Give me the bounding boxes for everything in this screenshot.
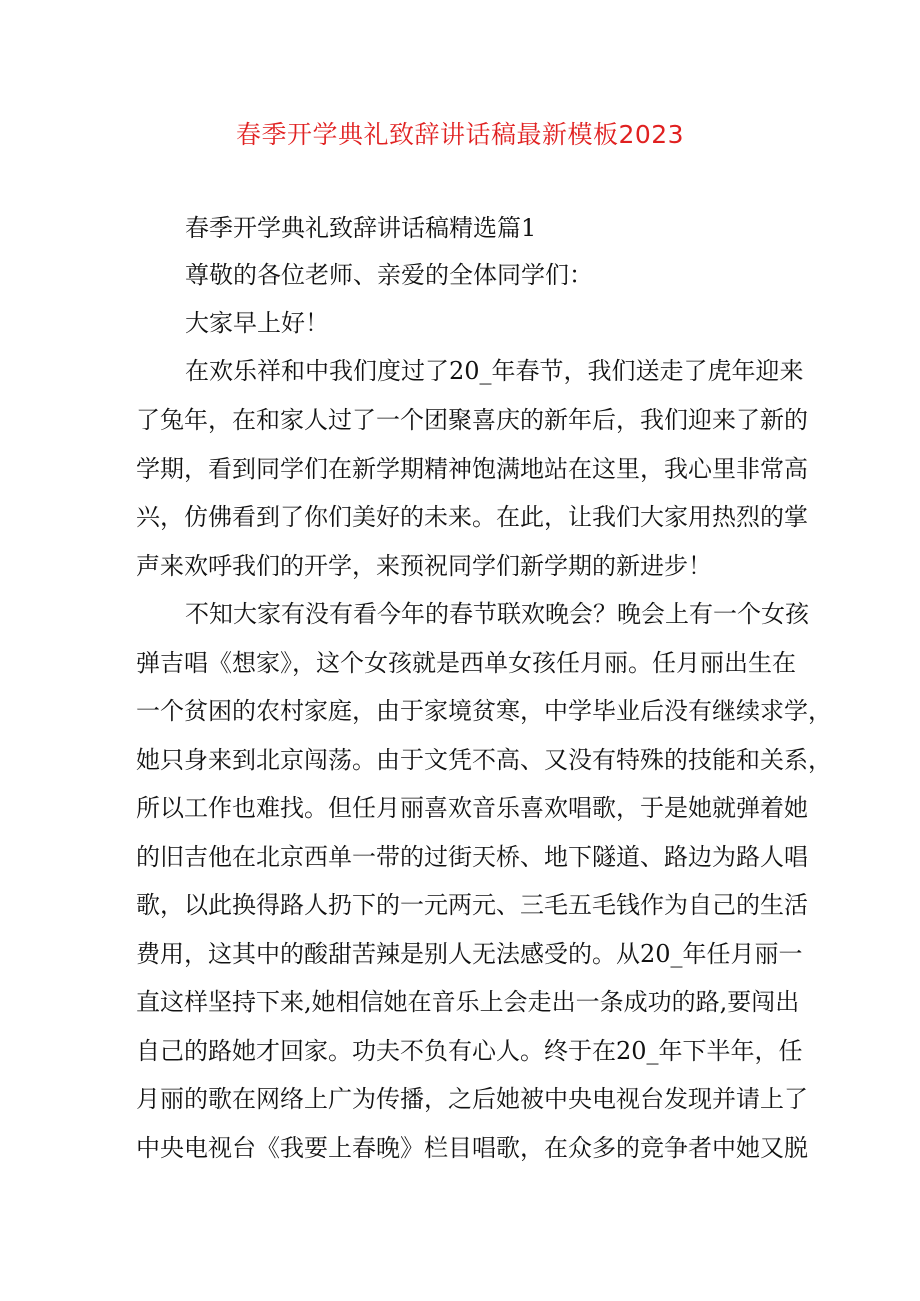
paragraph-2-line-2: 弹吉唱《想家》，这个女孩就是西单女孩任月丽。任月丽出生在 bbox=[136, 649, 796, 677]
paragraph-2-line-9: 直这样坚持下来,她相信她在音乐上会走出一条成功的路,要闯出 bbox=[136, 988, 800, 1016]
paragraph-2-line-10: 自己的路她才回家。功夫不负有心人。终于在20_年下半年，任 bbox=[136, 1037, 803, 1065]
paragraph-1-line-5: 声来欢呼我们的开学，来预祝同学们新学期的新进步！ bbox=[136, 552, 712, 580]
paragraph-2-line-1: 不知大家有没有看今年的春节联欢晚会？晚会上有一个女孩 bbox=[185, 600, 809, 628]
paragraph-2-line-6: 的旧吉他在北京西单一带的过街天桥、地下隧道、路边为路人唱 bbox=[136, 843, 808, 871]
paragraph-2-line-11: 月丽的歌在网络上广为传播，之后她被中央电视台发现并请上了 bbox=[136, 1085, 808, 1113]
section-heading: 春季开学典礼致辞讲话稿精选篇1 bbox=[185, 214, 537, 242]
paragraph-2-line-8: 费用，这其中的酸甜苦辣是别人无法感受的。从20_年任月丽一 bbox=[136, 940, 803, 968]
paragraph-1-line-1: 在欢乐祥和中我们度过了20_年春节，我们送走了虎年迎来 bbox=[185, 357, 804, 385]
paragraph-2-line-5: 所以工作也难找。但任月丽喜欢音乐喜欢唱歌，于是她就弹着她 bbox=[136, 794, 808, 822]
paragraph-2-line-4: 她只身来到北京闯荡。由于文凭不高、又没有特殊的技能和关系， bbox=[136, 746, 832, 774]
greeting: 大家早上好！ bbox=[185, 309, 329, 337]
paragraph-2-line-12: 中央电视台《我要上春晚》栏目唱歌，在众多的竞争者中她又脱 bbox=[136, 1134, 808, 1162]
document-title: 春季开学典礼致辞讲话稿最新模板2023 bbox=[235, 120, 685, 149]
paragraph-1-line-2: 了兔年，在和家人过了一个团聚喜庆的新年后，我们迎来了新的 bbox=[136, 406, 808, 434]
paragraph-1-line-4: 兴，仿佛看到了你们美好的未来。在此，让我们大家用热烈的掌 bbox=[136, 503, 808, 531]
salutation: 尊敬的各位老师、亲爱的全体同学们： bbox=[185, 261, 593, 289]
paragraph-2-line-3: 一个贫困的农村家庭，由于家境贫寒，中学毕业后没有继续求学， bbox=[136, 697, 832, 725]
paragraph-1-line-3: 学期，看到同学们在新学期精神饱满地站在这里，我心里非常高 bbox=[136, 455, 808, 483]
paragraph-2-line-7: 歌，以此换得路人扔下的一元两元、三毛五毛钱作为自己的生活 bbox=[136, 891, 808, 919]
